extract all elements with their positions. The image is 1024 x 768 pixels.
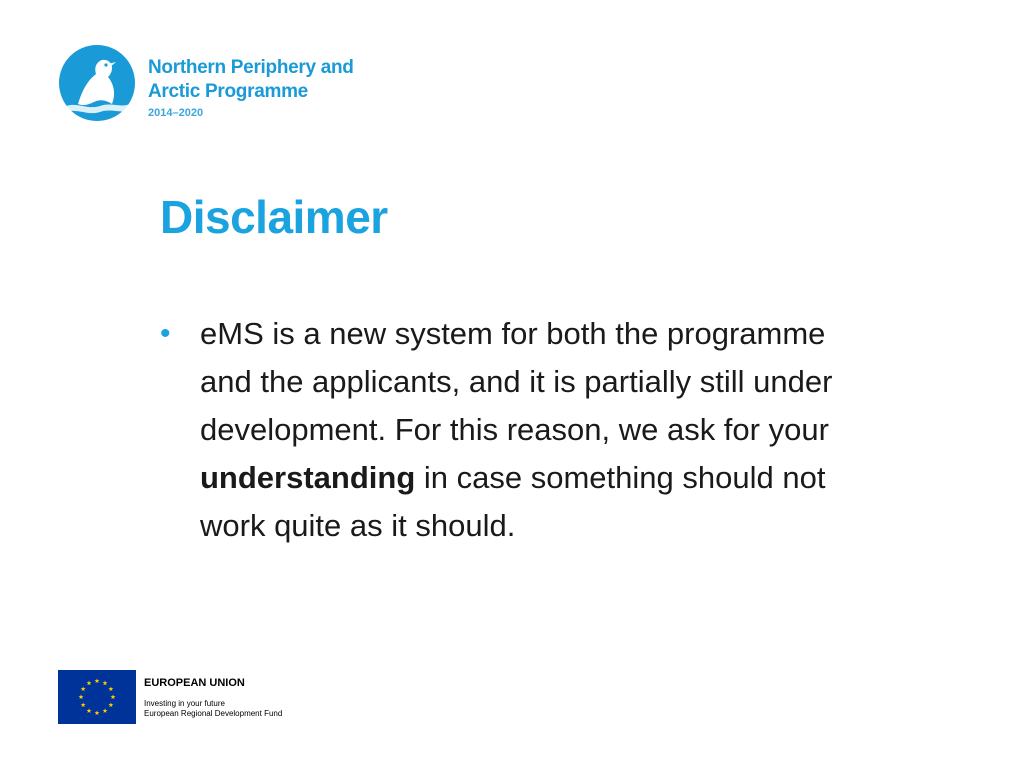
slide-body <box>160 310 880 550</box>
slide-title: Disclaimer <box>160 191 388 243</box>
eu-title: EUROPEAN UNION <box>144 677 245 689</box>
bullet-text-after: in case something should not work quite as it should. <box>200 460 826 543</box>
programme-name <box>148 56 354 121</box>
bullet-item <box>160 310 880 550</box>
eu-flag-icon <box>58 670 136 724</box>
bullet-text-before: eMS is a new system for both the programme and the applicants, and it is partially still under development. For this reason, we ask for your <box>200 316 833 447</box>
eu-text <box>144 676 282 719</box>
bullet-dot-icon: • <box>160 317 171 350</box>
eu-funding-logo <box>58 670 318 724</box>
programme-logo <box>58 44 388 126</box>
eu-fund-name: European Regional Development Fund <box>144 709 283 718</box>
eu-slogan: Investing in your future <box>144 699 225 708</box>
bullet-emphasis: understanding <box>200 460 416 495</box>
bird-emblem-icon <box>58 44 136 122</box>
programme-name-line2: Arctic Programme <box>148 81 308 102</box>
bullet-text <box>200 310 880 550</box>
programme-name-line1: Northern Periphery and <box>148 57 354 78</box>
programme-years: 2014–2020 <box>148 107 204 119</box>
